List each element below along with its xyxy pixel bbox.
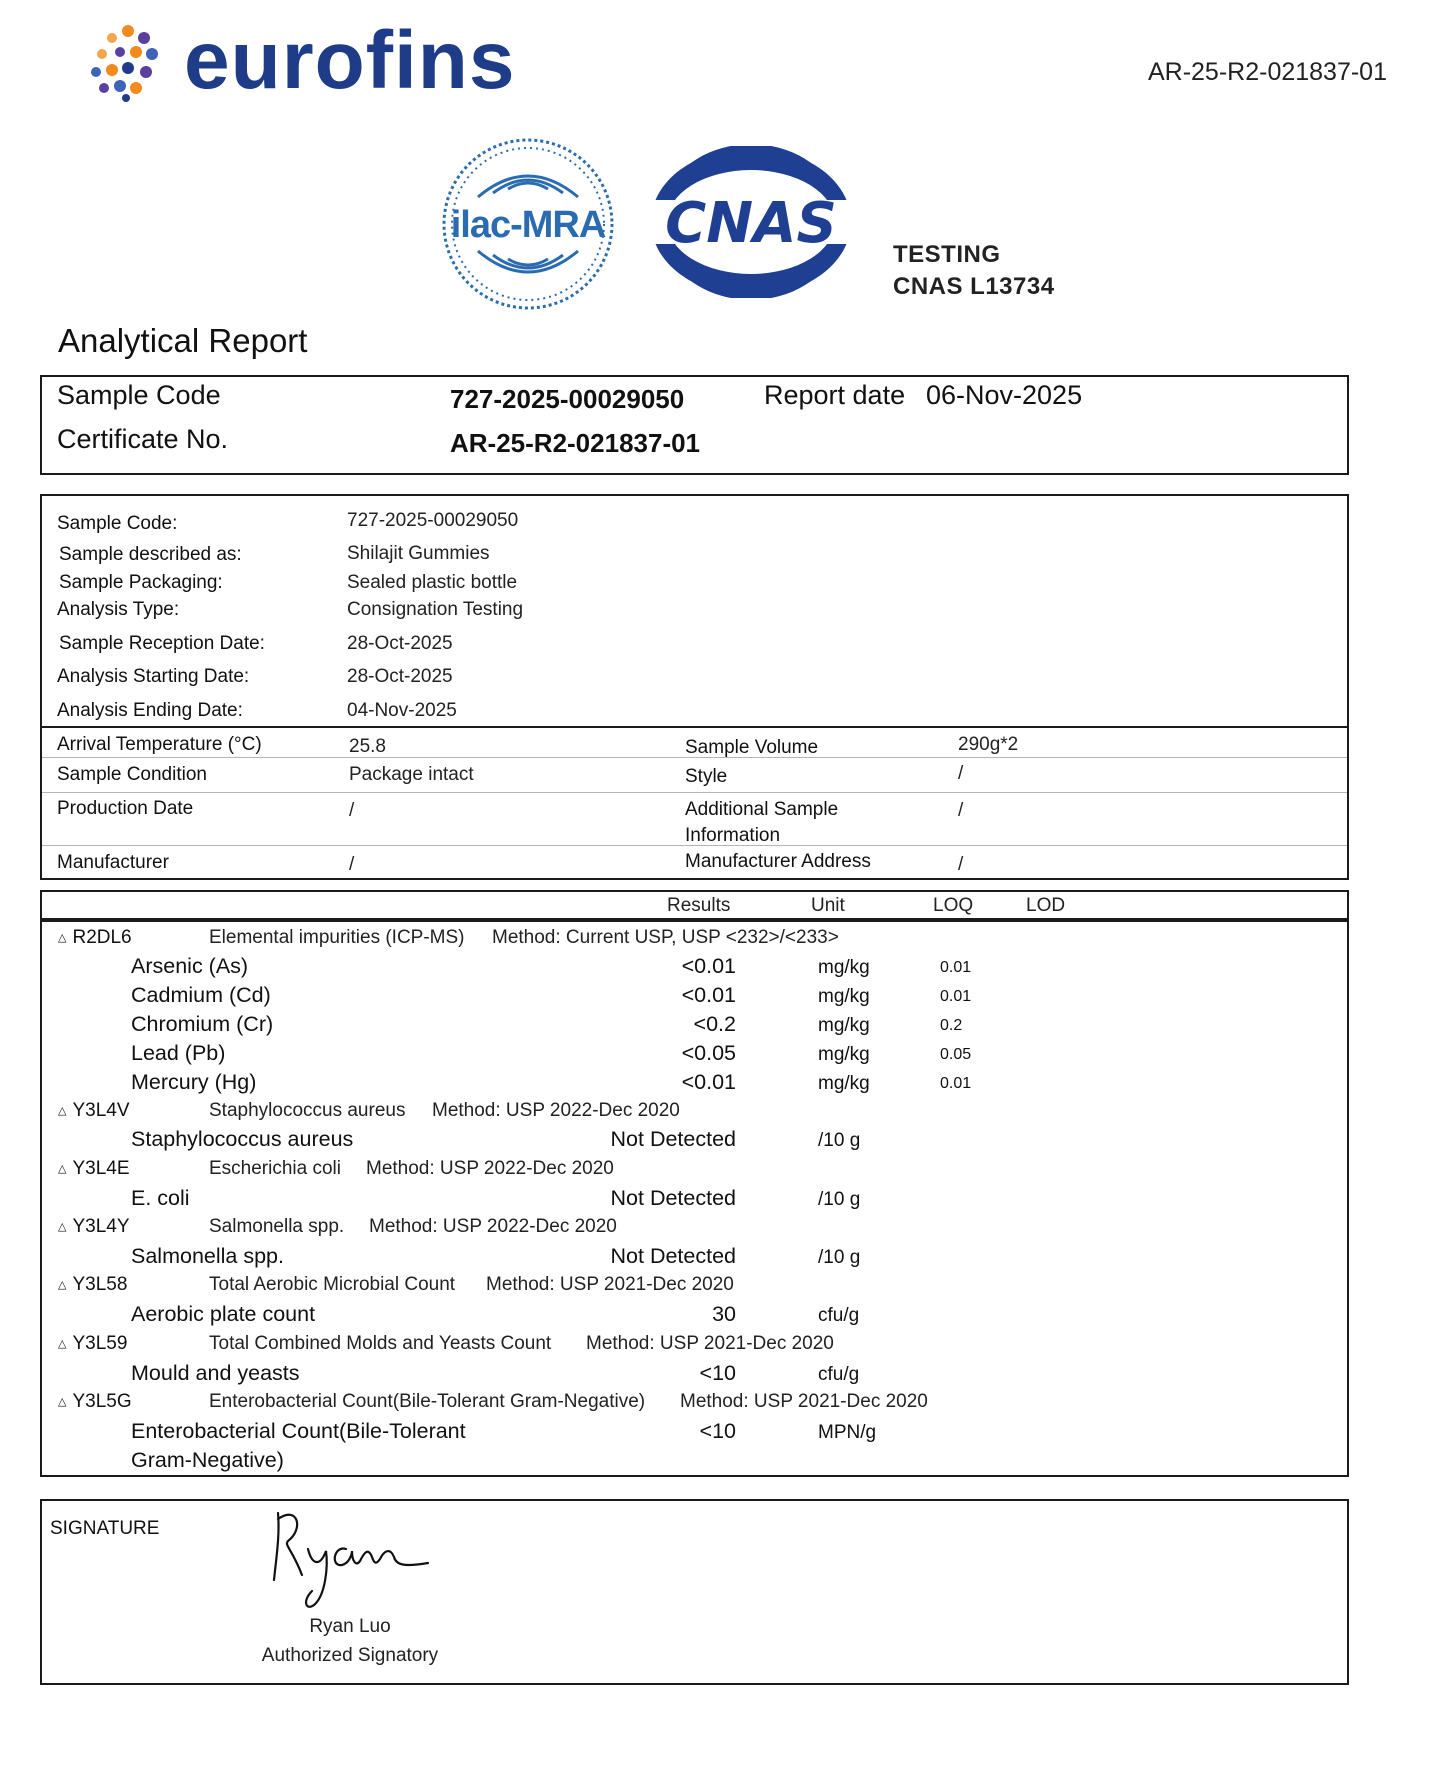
analyte-unit: mg/kg	[818, 1015, 870, 1036]
eurofins-wordmark: eurofins	[184, 15, 516, 106]
info-label: Analysis Type:	[57, 599, 180, 620]
analyte-loq: 0.05	[940, 1046, 972, 1063]
test-description: Total Combined Molds and Yeasts Count	[209, 1333, 552, 1354]
analyte-result: <10	[699, 1419, 736, 1443]
info-value: 28-Oct-2025	[347, 666, 453, 687]
eurofins-logo-mark	[88, 24, 168, 102]
info-value: 727-2025-00029050	[347, 510, 519, 531]
analyte-unit: mg/kg	[818, 957, 870, 978]
info-value: Shilajit Gummies	[347, 543, 490, 564]
signature-label: SIGNATURE	[50, 1518, 160, 1539]
delta-icon: △	[58, 1279, 67, 1291]
test-code: △ Y3L58	[58, 1274, 128, 1295]
header-certificate-number: AR-25-R2-021837-01	[1147, 58, 1387, 86]
analyte-unit: /10 g	[818, 1189, 861, 1210]
analyte-name: Aerobic plate count	[131, 1302, 316, 1326]
certificate-no-value: AR-25-R2-021837-01	[450, 428, 701, 458]
analyte-result: <10	[699, 1361, 736, 1385]
delta-icon: △	[58, 1396, 67, 1408]
analyte-result: <0.01	[681, 954, 736, 978]
analyte-result: 30	[712, 1302, 736, 1326]
sample-volume-value: 290g*2	[958, 734, 1019, 755]
divider	[42, 792, 1347, 793]
info-value: 04-Nov-2025	[347, 700, 457, 721]
production-date-label: Production Date	[57, 798, 194, 819]
signature-box	[40, 1499, 1349, 1685]
analyte-name: E. coli	[131, 1186, 190, 1210]
manufacturer-address-value: /	[958, 854, 964, 875]
test-code: △ R2DL6	[58, 927, 132, 948]
analyte-result: <0.01	[681, 1070, 736, 1094]
manufacturer-value: /	[349, 854, 355, 875]
test-description: Escherichia coli	[209, 1158, 341, 1179]
info-label: Sample described as:	[59, 544, 242, 565]
results-column-header: Results	[667, 895, 731, 916]
analyte-unit: cfu/g	[818, 1364, 860, 1385]
test-description: Staphylococcus aureus	[209, 1100, 406, 1121]
analyte-result: <0.2	[693, 1012, 736, 1036]
loq-column-header: LOQ	[933, 895, 974, 916]
condition-value: Package intact	[349, 764, 474, 785]
sample-code-value: 727-2025-00029050	[450, 384, 685, 414]
info-label: Sample Reception Date:	[59, 633, 265, 654]
analyte-result: Not Detected	[610, 1127, 736, 1151]
analyte-name: Mercury (Hg)	[131, 1070, 257, 1094]
analyte-result: Not Detected	[610, 1244, 736, 1268]
test-method: Method: USP 2022-Dec 2020	[432, 1100, 680, 1121]
handwritten-signature	[268, 1505, 436, 1615]
svg-text:ilac-MRA: ilac-MRA	[450, 204, 606, 246]
style-value: /	[958, 763, 964, 784]
test-description: Enterobacterial Count(Bile-Tolerant Gram-Negative)	[209, 1391, 646, 1412]
analyte-unit: /10 g	[818, 1130, 861, 1151]
test-method: Method: USP 2021-Dec 2020	[680, 1391, 928, 1412]
analyte-loq: 0.2	[940, 1017, 963, 1034]
signatory-name: Ryan Luo	[309, 1616, 391, 1637]
test-code: △ Y3L59	[58, 1333, 128, 1354]
info-label: Analysis Ending Date:	[57, 700, 243, 721]
analyte-result: <0.01	[681, 983, 736, 1007]
sample-code-label: Sample Code	[57, 380, 221, 410]
analyte-name: Cadmium (Cd)	[131, 983, 271, 1007]
manufacturer-address-label: Manufacturer Address	[685, 851, 871, 872]
analyte-result: <0.05	[681, 1041, 736, 1065]
analyte-name: Salmonella spp.	[131, 1244, 284, 1268]
page-title: Analytical Report	[58, 322, 308, 359]
test-code: △ Y3L4E	[58, 1158, 130, 1179]
analyte-name: Mould and yeasts	[131, 1361, 300, 1385]
additional-info-label: Additional Sample	[685, 799, 839, 820]
test-method: Method: Current USP, USP <232>/<233>	[492, 927, 839, 948]
analyte-unit: mg/kg	[818, 1044, 870, 1065]
test-description: Total Aerobic Microbial Count	[209, 1274, 456, 1295]
style-label: Style	[685, 766, 728, 787]
lod-column-header: LOD	[1026, 895, 1066, 916]
test-method: Method: USP 2022-Dec 2020	[366, 1158, 614, 1179]
delta-icon: △	[58, 1221, 67, 1233]
test-code: △ Y3L4Y	[58, 1216, 130, 1237]
arrival-temp-value: 25.8	[349, 736, 386, 757]
additional-info-value: /	[958, 800, 964, 821]
info-label: Sample Packaging:	[59, 572, 223, 593]
report-summary-box	[40, 375, 1349, 475]
analyte-name: Staphylococcus aureus	[131, 1127, 354, 1151]
info-value: Sealed plastic bottle	[347, 572, 518, 593]
analyte-loq: 0.01	[940, 959, 972, 976]
report-date-label: Report date	[764, 380, 906, 410]
test-code: △ Y3L5G	[58, 1391, 132, 1412]
ilac-mra-logo	[438, 135, 618, 313]
svg-text:CNAS: CNAS	[665, 191, 837, 256]
analyte-name: Chromium (Cr)	[131, 1012, 274, 1036]
analyte-result: Not Detected	[610, 1186, 736, 1210]
additional-info-label-line2: Information	[685, 825, 781, 846]
analyte-name-line2: Gram-Negative)	[131, 1448, 284, 1472]
cnas-number: CNAS L13734	[893, 273, 1055, 300]
manufacturer-label: Manufacturer	[57, 852, 169, 873]
cnas-logo	[648, 146, 854, 298]
report-date-value: 06-Nov-2025	[926, 380, 1083, 410]
delta-icon: △	[58, 1105, 67, 1117]
test-description: Elemental impurities (ICP-MS)	[209, 927, 465, 948]
info-label: Sample Code:	[57, 513, 178, 534]
test-description: Salmonella spp.	[209, 1216, 345, 1237]
production-date-value: /	[349, 800, 355, 821]
test-method: Method: USP 2022-Dec 2020	[369, 1216, 617, 1237]
unit-column-header: Unit	[811, 895, 845, 916]
delta-icon: △	[58, 932, 67, 944]
test-method: Method: USP 2021-Dec 2020	[586, 1333, 834, 1354]
sample-volume-label: Sample Volume	[685, 737, 819, 758]
certificate-no-label: Certificate No.	[57, 424, 229, 454]
arrival-temp-label: Arrival Temperature (°C)	[57, 734, 262, 755]
testing-label: TESTING	[893, 241, 1001, 268]
analyte-loq: 0.01	[940, 1075, 972, 1092]
analyte-name: Enterobacterial Count(Bile-Tolerant	[131, 1419, 466, 1443]
analyte-unit: MPN/g	[818, 1422, 877, 1443]
delta-icon: △	[58, 1338, 67, 1350]
info-value: 28-Oct-2025	[347, 633, 453, 654]
test-code: △ Y3L4V	[58, 1100, 130, 1121]
info-value: Consignation Testing	[347, 599, 524, 620]
analyte-loq: 0.01	[940, 988, 972, 1005]
analyte-name: Lead (Pb)	[131, 1041, 226, 1065]
analyte-unit: cfu/g	[818, 1305, 860, 1326]
analyte-unit: mg/kg	[818, 1073, 870, 1094]
analyte-name: Arsenic (As)	[131, 954, 249, 978]
results-header-rule	[42, 918, 1347, 922]
divider	[40, 726, 1349, 728]
condition-label: Sample Condition	[57, 764, 207, 785]
analyte-unit: mg/kg	[818, 986, 870, 1007]
delta-icon: △	[58, 1163, 67, 1175]
test-method: Method: USP 2021-Dec 2020	[486, 1274, 734, 1295]
analyte-unit: /10 g	[818, 1247, 861, 1268]
info-label: Analysis Starting Date:	[57, 666, 250, 687]
signatory-title: Authorized Signatory	[261, 1645, 439, 1666]
